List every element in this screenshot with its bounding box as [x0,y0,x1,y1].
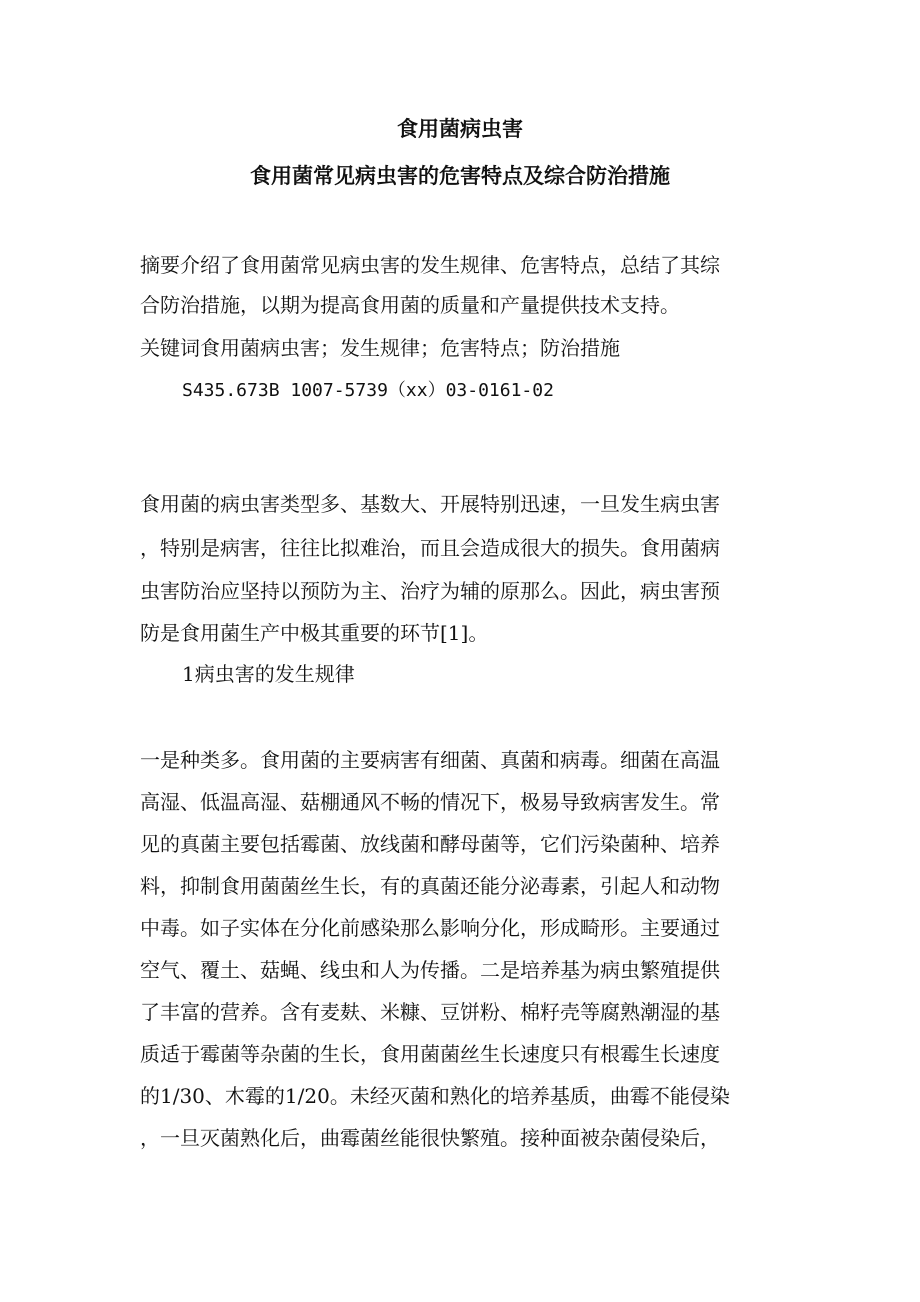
paragraph-line: 的1/30、木霉的1/20。未经灭菌和熟化的培养基质，曲霉不能侵染 [140,1084,730,1108]
paragraph-line: ，特别是病害，往往比拟难治，而且会造成很大的损失。食用菌病 [140,536,720,560]
document-subtitle: 食用菌常见病虫害的危害特点及综合防治措施 [250,163,670,188]
paragraph-line: 见的真菌主要包括霉菌、放线菌和酵母菌等，它们污染菌种、培养 [140,832,720,856]
paragraph-line: 高湿、低温高湿、菇棚通风不畅的情况下，极易导致病害发生。常 [140,790,720,814]
paragraph-line: 了丰富的营养。含有麦麸、米糠、豆饼粉、棉籽壳等腐熟潮湿的基 [140,1000,720,1024]
abstract-line: 摘要介绍了食用菌常见病虫害的发生规律、危害特点，总结了其综 [140,253,720,277]
paragraph-line: 虫害防治应坚持以预防为主、治疗为辅的原那么。因此，病虫害预 [140,579,720,603]
document-title: 食用菌病虫害 [397,116,523,141]
paragraph-line: 空气、覆土、菇蝇、线虫和人为传播。二是培养基为病虫繁殖提供 [140,958,720,982]
section-heading: 1病虫害的发生规律 [182,662,355,686]
paragraph-line: 质适于霉菌等杂菌的生长，食用菌菌丝生长速度只有根霉生长速度 [140,1042,720,1066]
paragraph-line: 食用菌的病虫害类型多、基数大、开展特别迅速，一旦发生病虫害 [140,492,720,516]
paragraph-line: 一是种类多。食用菌的主要病害有细菌、真菌和病毒。细菌在高温 [140,748,720,772]
paragraph-line: ，一旦灭菌熟化后，曲霉菌丝能很快繁殖。接种面被杂菌侵染后， [140,1126,720,1150]
abstract-line: 合防治措施，以期为提高食用菌的质量和产量提供技术支持。 [140,293,680,317]
keywords-line: 关键词食用菌病虫害；发生规律；危害特点；防治措施 [140,336,620,360]
paragraph-line: 料，抑制食用菌菌丝生长，有的真菌还能分泌毒素，引起人和动物 [140,874,720,898]
paragraph-line: 防是食用菌生产中极其重要的环节[1]。 [140,621,489,645]
paragraph-line: 中毒。如子实体在分化前感染那么影响分化，形成畸形。主要通过 [140,916,720,940]
classification-code: S435.673B 1007-5739（xx）03-0161-02 [182,380,554,401]
